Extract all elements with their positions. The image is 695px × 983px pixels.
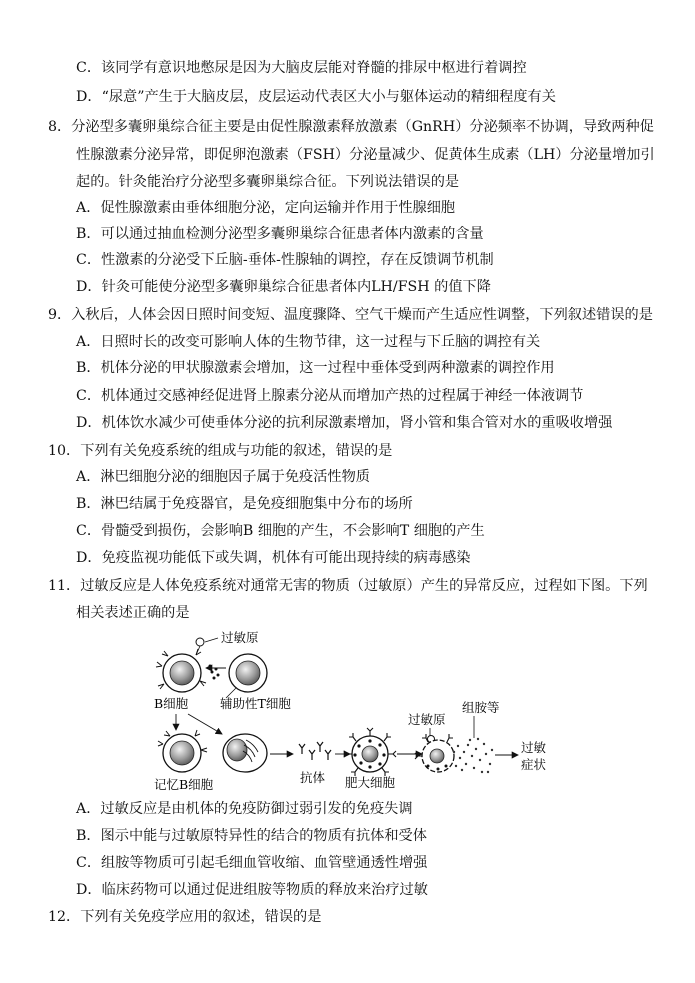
q8-option-c: C．性激素的分泌受下丘脑-垂体-性腺轴的调控，存在反馈调节机制 — [76, 252, 494, 268]
label-antibody: 抗体 — [300, 770, 326, 785]
label-allergen-top: 过敏原 — [221, 630, 259, 645]
q11-option-d: D．临床药物可以通过促进组胺等物质的释放来治疗过敏 — [76, 882, 428, 898]
histamine-cloud — [453, 738, 493, 773]
q11-option-c: C．组胺等物质可引起毛细血管收缩、血管壁通透性增强 — [76, 855, 428, 871]
q7-option-c: C．该同学有意识地憋尿是因为大脑皮层能对脊髓的排尿中枢进行着调控 — [76, 60, 527, 76]
q9-option-d: D．机体饮水减少可使垂体分泌的抗利尿激素增加，肾小管和集合管对水的重吸收增强 — [76, 415, 613, 431]
label-b-cell: B细胞 — [154, 696, 189, 711]
mast-cell — [344, 728, 396, 776]
q10-option-b: B．淋巴结属于免疫器官，是免疫细胞集中分布的场所 — [76, 496, 413, 512]
allergen-particle — [196, 638, 204, 646]
plasma-cell — [223, 734, 267, 772]
q9-option-b: B．机体分泌的甲状腺激素会增加，这一过程中垂体受到两种激素的调控作用 — [76, 360, 555, 376]
label-helper-t: 辅助性T细胞 — [220, 696, 291, 711]
q8-stem: 8．分泌型多囊卵巢综合征主要是由促性腺激素释放激素（GnRH）分泌频率不协调，导致两种促 — [48, 119, 654, 135]
label-symptom: 症状 — [521, 757, 547, 772]
q8-option-a: A．促性腺激素由垂体细胞分泌，定向运输并作用于性腺细胞 — [76, 200, 456, 216]
allergy-process-figure — [140, 626, 560, 798]
q10-option-a: A．淋巴细胞分泌的细胞因子属于免疫活性物质 — [76, 469, 370, 485]
antibodies — [299, 742, 331, 760]
q10-stem: 10．下列有关免疫系统的组成与功能的叙述，错误的是 — [48, 443, 393, 459]
q11-option-b: B．图示中能与过敏原特异性的结合的物质有抗体和受体 — [76, 828, 427, 844]
label-allergen-right: 过敏原 — [408, 712, 446, 727]
q8-option-d: D．针灸可能使分泌型多囊卵巢综合征患者体内LH/FSH 的值下降 — [76, 279, 491, 295]
label-mast-cell: 肥大细胞 — [345, 775, 396, 790]
q8-option-b: B．可以通过抽血检测分泌型多囊卵巢综合征患者体内激素的含量 — [76, 226, 484, 242]
cytokines — [209, 665, 220, 680]
q7-option-d: D．“尿意”产生于大脑皮层，皮层运动代表区大小与躯体运动的精细程度有关 — [76, 89, 556, 105]
q10-option-d: D．免疫监视功能低下或失调，机体有可能出现持续的病毒感染 — [76, 550, 471, 566]
b-cell — [156, 649, 206, 692]
q9-option-c: C．机体通过交感神经促进肾上腺素分泌从而增加产热的过程属于神经一体液调节 — [76, 388, 584, 404]
label-histamine: 组胺等 — [462, 700, 500, 715]
q8-stem-cont: 性腺激素分泌异常，即促卵泡激素（FSH）分泌量减少、促黄体生成素（LH）分泌量增加引 — [76, 147, 655, 163]
q11-option-a: A．过敏反应是由机体的免疫防御过弱引发的免疫失调 — [76, 801, 413, 817]
helper-t-cell — [229, 654, 267, 692]
q12-stem: 12．下列有关免疫学应用的叙述，错误的是 — [48, 909, 322, 925]
q9-option-a: A．日照时长的改变可影响人体的生物节律，这一过程与下丘脑的调控有关 — [76, 334, 541, 350]
q11-stem: 11．过敏反应是人体免疫系统对通常无害的物质（过敏原）产生的异常反应，过程如下图。下列 — [48, 578, 648, 594]
q11-stem-cont: 相关表述正确的是 — [76, 605, 190, 621]
q10-option-c: C．骨髓受到损伤，会影响B 细胞的产生，不会影响T 细胞的产生 — [76, 523, 485, 539]
q8-stem-cont: 起的。针灸能治疗分泌型多囊卵巢综合征。下列说法错误的是 — [76, 174, 460, 190]
memory-b-cell — [158, 730, 207, 772]
q9-stem: 9．入秋后，人体会因日照时间变短、温度骤降、空气干燥而产生适应性调整，下列叙述错误的是 — [48, 307, 653, 323]
label-memory-b: 记忆B细胞 — [154, 777, 214, 792]
label-symptom: 过敏 — [521, 740, 547, 755]
